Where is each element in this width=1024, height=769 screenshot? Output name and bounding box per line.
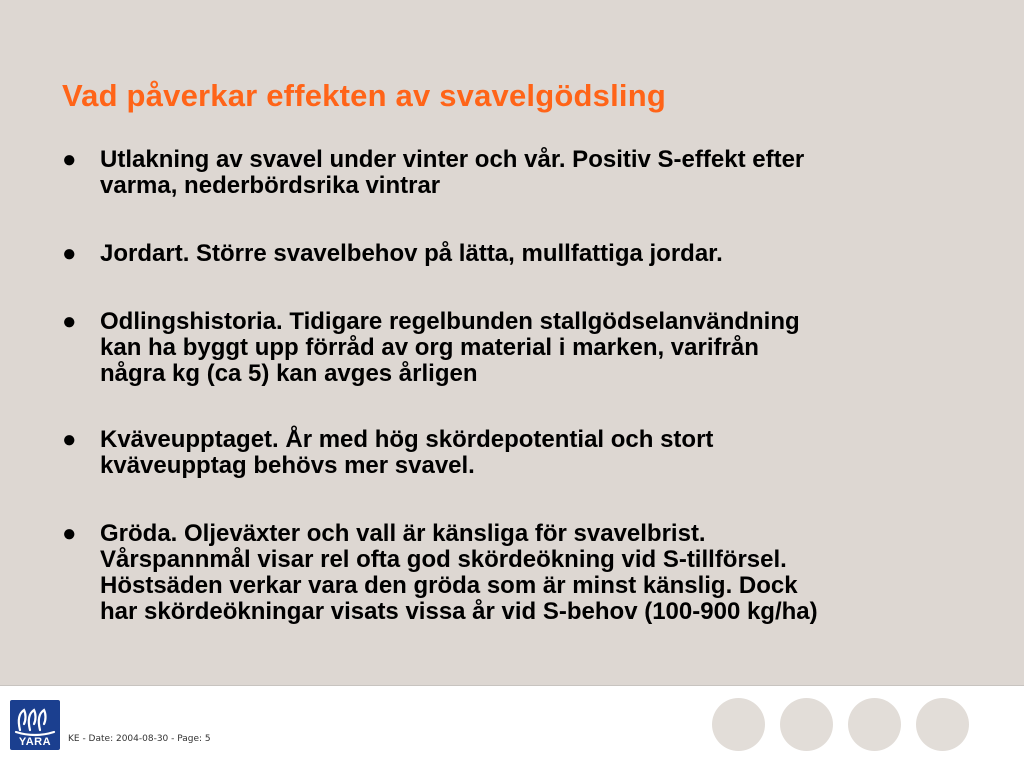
bullet-dot-icon: ● (62, 240, 77, 267)
bullet-dot-icon: ● (62, 146, 77, 173)
bullet-text: Odlingshistoria. Tidigare regelbunden stallgödselanvändning kan ha byggt upp förråd av org material i marken, varifrån några kg (ca 5) kan avges årligen (100, 308, 800, 387)
bullet-text: Gröda. Oljeväxter och vall är känsliga för svavelbrist. Vårspannmål visar rel ofta god skördeökning vid S-tillförsel. Höstsäden verkar vara den gröda som är minst känslig. Dock har skördeökningar visats vissa år vid S-behov (100-900 kg/ha) (100, 520, 818, 625)
decorative-circle (916, 698, 969, 751)
bullet-text: Kväveupptaget. År med hög skördepotential och stort kväveupptag behövs mer svavel. (100, 426, 714, 479)
slide-footer (0, 685, 1024, 769)
decorative-circle (712, 698, 765, 751)
footer-info: KE - Date: 2004-08-30 - Page: 5 (68, 734, 211, 744)
yara-logo (10, 700, 60, 750)
bullet-dot-icon: ● (62, 426, 77, 453)
slide-title: Vad påverkar effekten av svavelgödsling (62, 78, 666, 113)
logo-text: YARA (18, 736, 52, 748)
bullet-dot-icon: ● (62, 520, 77, 547)
bullet-text: Utlakning av svavel under vinter och vår. Positiv S-effekt efter varma, nederbördsrika vintrar (100, 146, 805, 199)
decorative-circle (780, 698, 833, 751)
bullet-dot-icon: ● (62, 308, 77, 335)
decorative-circle (848, 698, 901, 751)
bullet-text: Jordart. Större svavelbehov på lätta, mullfattiga jordar. (100, 240, 723, 267)
